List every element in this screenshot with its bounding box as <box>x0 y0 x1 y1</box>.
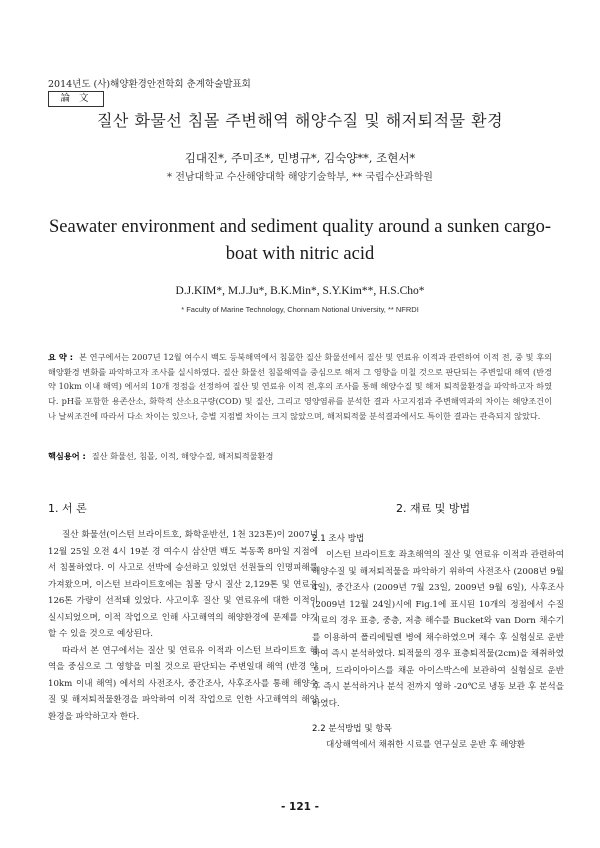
keywords <box>48 451 552 462</box>
survey-paragraph: 이스턴 브라이트호 좌초해역의 질산 및 연료유 이적과 관련하여 해양수질 및 해저퇴적물을 파악하기 위하여 사전조사 (2008년 9월 4일), 중간조사 (2009년 7월 23일, 2009년 9월 6일), 사후조사 (2009년 12월 24일)시에 Fig.1에 표시된 10개의 정점에서 수질시료의 경우 표층, 중층, 저층 해수를 Bucket와 van Dorn 채수기를 이용하여 폴리에틸렌 병에 채수하였으며 채수 후 실험실로 운반하여 즉시 분석하였다. 퇴적물의 경우 표층퇴적물(2cm)을 채취하였으며, 드라이아이스를 채운 아이스박스에 보관하여 실험실로 운반 후 즉시 분석하거나 분석 전까지 영하 -20℃로 냉동 보관 후 분석을 하였다. <box>312 550 564 709</box>
paper-type-badge: 論 文 <box>48 91 104 107</box>
analysis-paragraph: 대상해역에서 채취한 시료를 연구실로 운반 후 해양환 <box>326 740 526 750</box>
english-affiliation: * Faculty of Marine Technology, Chonnam Notional University, ** NFRDI <box>181 305 419 314</box>
conference-line: 2014년도 (사)해양환경안전학회 춘계학술발표회 <box>48 79 251 90</box>
abstract <box>48 350 552 424</box>
intro-paragraph: 질산 화물선(이스턴 브라이트호, 화학운반선, 1천 323톤)이 2007년 12월 25일 오전 4시 19분 경 여수시 삼산면 백도 북동쪽 8마일 지점에서 침몰하였다. 이 사고로 선박에 승선하고 있었던 선원들의 인명피해를 가져왔으며, 이스턴 브라이트호에는 침몰 당시 질산 2,129톤 및 연료유 126톤 가량이 선적돼 있었다. 사고이후 질산 및 연료유에 대한 이적이 실시되었으며, 이적 작업으로 인해 사고해역의 해양환경에 문제를 야기할 수 있을 것으로 예상된다. <box>48 530 318 639</box>
english-title: Seawater environment and sediment quality around a sunken cargo-boat with nitric acid <box>48 217 552 264</box>
introduction-body <box>48 527 318 725</box>
korean-affiliation: * 전남대학교 수산해양대학 해양기술학부, ** 국립수산과학원 <box>167 172 433 183</box>
intro-paragraph: 따라서 본 연구에서는 질산 및 연료유 이적과 이스턴 브라이트호 해역을 중심으로 그 영향을 미칠 것으로 판단되는 주변일대 해역 (반경 약 10km 이내 해역) 에서의 사전조사, 중간조사, 사후조사를 통해 해양수질 및 해저퇴적물환경을 파악하여 이적 작업으로 인한 사고해역의 해양환경을 파악하고자 한다. <box>48 645 318 722</box>
english-authors: D.J.KIM*, M.J.Ju*, B.K.Min*, S.Y.Kim**, H.S.Cho* <box>175 285 425 297</box>
survey-method-body <box>312 547 564 712</box>
korean-authors: 김대진*, 주미조*, 민병규*, 김숙양**, 조현서* <box>184 151 416 165</box>
page-number: - 121 - <box>281 801 319 813</box>
section-heading-methods: 2. 재료 및 방법 <box>396 502 471 515</box>
keywords-text: 질산 화물선, 침몰, 이적, 해양수질, 해저퇴적물환경 <box>91 451 274 461</box>
analysis-method-body <box>312 737 564 754</box>
keywords-label: 핵심용어 : <box>48 451 86 461</box>
korean-title: 질산 화물선 침몰 주변해역 해양수질 및 해저퇴적물 환경 <box>96 111 504 130</box>
subsection-heading-analysis: 2.2 분석방법 및 항목 <box>312 724 392 734</box>
subsection-heading-survey: 2.1 조사 방법 <box>312 534 365 544</box>
section-heading-introduction: 1. 서 론 <box>48 502 87 515</box>
abstract-label: 요 약 : <box>48 352 74 362</box>
abstract-text: 본 연구에서는 2007년 12월 여수시 백도 등북해역에서 침몰한 질산 화물선에서 질산 및 연료유 이적과 관련하여 이적 전, 중 및 후의 해양환경 변화를 파악하고자 조사를 실시하였다. 질산 화물선 침몰해역을 중심으로 해저 그 영향을 미칠 것으로 판단되는 주변일대 해역 (반경 약 10km 이내 해역) 에서의 10개 정점을 선정하여 질산 및 연료유 이적 전,후의 조사를 통해 해양수질 및 해저 퇴적물환경을 파악하고자 하였다. pH를 포함한 용존산소, 화학적 산소요구량(COD) 및 질산, 그리고 영양염류를 분석한 결과 사고지점과 주변해역과의 차이는 해양조건이나 날씨조건에 따라서 다소 차이는 있으나, 층별 지점별 차이는 크지 않았으며, 해저퇴적물 분석결과에서도 특이한 결과는 관측되지 않았다. <box>48 352 553 421</box>
